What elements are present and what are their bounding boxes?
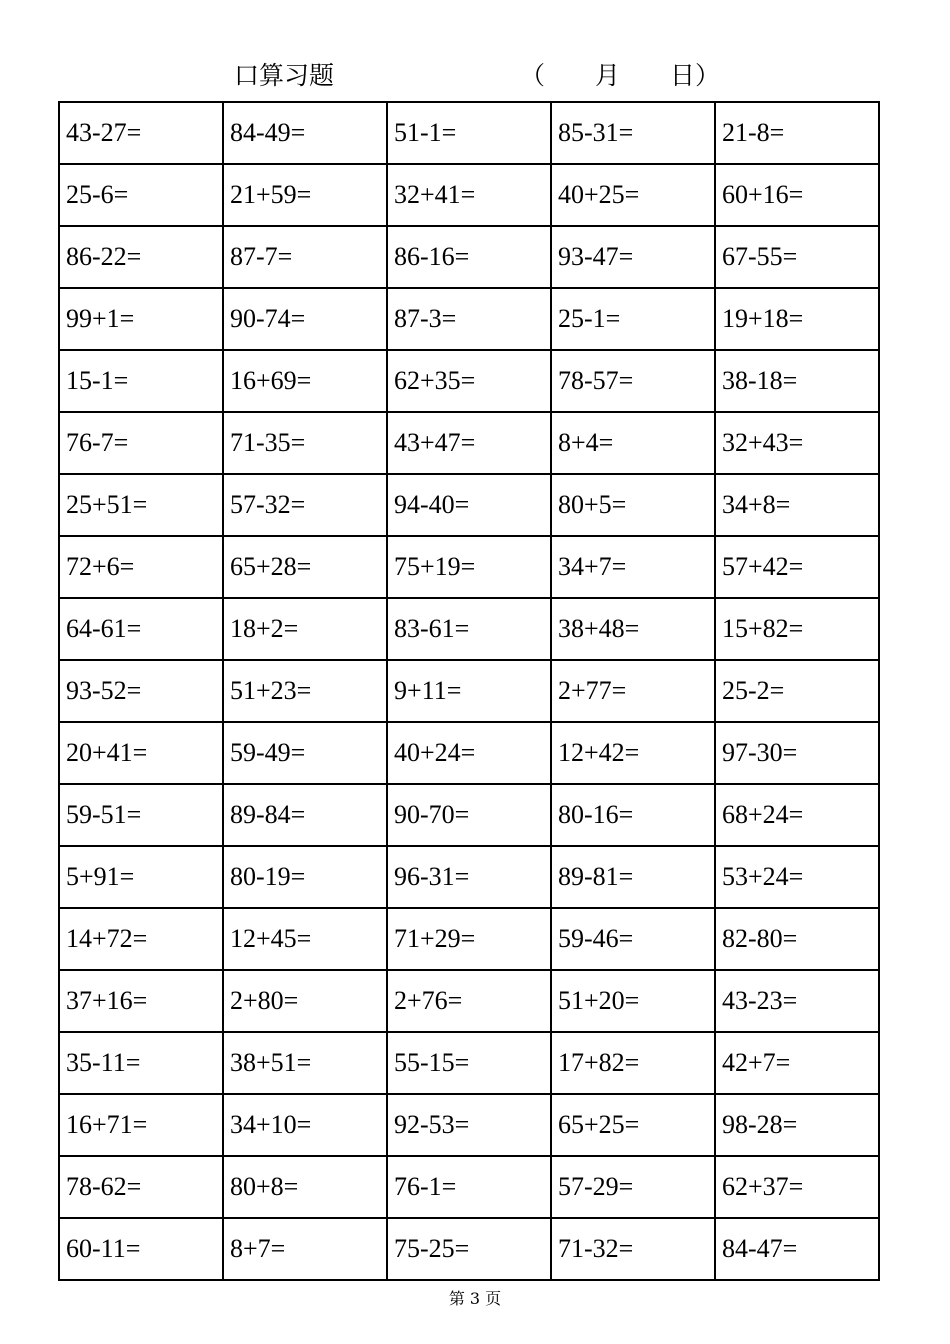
problem-cell: 93-52=: [59, 660, 223, 722]
problem-cell: 16+69=: [223, 350, 387, 412]
problem-cell: 90-74=: [223, 288, 387, 350]
problem-cell: 71+29=: [387, 908, 551, 970]
problem-cell: 32+43=: [715, 412, 879, 474]
problem-cell: 59-46=: [551, 908, 715, 970]
problem-cell: 35-11=: [59, 1032, 223, 1094]
problem-cell: 2+77=: [551, 660, 715, 722]
problem-row: [59, 350, 879, 412]
problem-cell: 25-6=: [59, 164, 223, 226]
problem-cell: 68+24=: [715, 784, 879, 846]
problem-cell: 80+8=: [223, 1156, 387, 1218]
problem-cell: 60+16=: [715, 164, 879, 226]
page-title: 口算习题: [234, 61, 335, 90]
problem-cell: 17+82=: [551, 1032, 715, 1094]
problem-cell: 78-57=: [551, 350, 715, 412]
problem-cell: 98-28=: [715, 1094, 879, 1156]
problem-cell: 60-11=: [59, 1218, 223, 1280]
problem-cell: 86-16=: [387, 226, 551, 288]
problem-cell: 86-22=: [59, 226, 223, 288]
problem-cell: 65+28=: [223, 536, 387, 598]
problem-cell: 42+7=: [715, 1032, 879, 1094]
problem-cell: 71-35=: [223, 412, 387, 474]
problem-grid-body: [59, 102, 879, 1280]
problem-cell: 19+18=: [715, 288, 879, 350]
problem-cell: 76-1=: [387, 1156, 551, 1218]
problem-cell: 93-47=: [551, 226, 715, 288]
problem-row: [59, 164, 879, 226]
problem-cell: 80-16=: [551, 784, 715, 846]
problem-cell: 59-51=: [59, 784, 223, 846]
problem-cell: 55-15=: [387, 1032, 551, 1094]
problem-cell: 89-81=: [551, 846, 715, 908]
problem-cell: 2+80=: [223, 970, 387, 1032]
problem-cell: 43-23=: [715, 970, 879, 1032]
problem-cell: 67-55=: [715, 226, 879, 288]
problem-cell: 85-31=: [551, 102, 715, 164]
problem-row: [59, 288, 879, 350]
problem-cell: 25-1=: [551, 288, 715, 350]
problem-cell: 34+10=: [223, 1094, 387, 1156]
problem-row: [59, 1032, 879, 1094]
problem-row: [59, 536, 879, 598]
problem-row: [59, 1156, 879, 1218]
problem-cell: 75-25=: [387, 1218, 551, 1280]
problem-row: [59, 722, 879, 784]
problem-row: [59, 784, 879, 846]
problem-row: [59, 598, 879, 660]
problem-cell: 21+59=: [223, 164, 387, 226]
problem-cell: 25-2=: [715, 660, 879, 722]
problem-cell: 34+7=: [551, 536, 715, 598]
problem-cell: 76-7=: [59, 412, 223, 474]
problem-cell: 12+42=: [551, 722, 715, 784]
problem-cell: 82-80=: [715, 908, 879, 970]
problem-cell: 57+42=: [715, 536, 879, 598]
problem-cell: 57-29=: [551, 1156, 715, 1218]
problem-row: [59, 102, 879, 164]
problem-cell: 97-30=: [715, 722, 879, 784]
problem-cell: 51-1=: [387, 102, 551, 164]
date-label: （ 月 日）: [520, 61, 721, 90]
problem-cell: 62+35=: [387, 350, 551, 412]
problem-cell: 38+48=: [551, 598, 715, 660]
problem-cell: 14+72=: [59, 908, 223, 970]
problem-row: [59, 908, 879, 970]
problem-cell: 8+7=: [223, 1218, 387, 1280]
problem-cell: 16+71=: [59, 1094, 223, 1156]
problem-cell: 62+37=: [715, 1156, 879, 1218]
problem-row: [59, 1094, 879, 1156]
problem-cell: 72+6=: [59, 536, 223, 598]
problem-cell: 38+51=: [223, 1032, 387, 1094]
problem-cell: 75+19=: [387, 536, 551, 598]
problem-cell: 18+2=: [223, 598, 387, 660]
problem-row: [59, 970, 879, 1032]
problem-cell: 87-7=: [223, 226, 387, 288]
problem-cell: 20+41=: [59, 722, 223, 784]
problem-cell: 51+20=: [551, 970, 715, 1032]
problem-cell: 99+1=: [59, 288, 223, 350]
problem-cell: 59-49=: [223, 722, 387, 784]
problem-row: [59, 660, 879, 722]
problem-cell: 87-3=: [387, 288, 551, 350]
problem-cell: 40+24=: [387, 722, 551, 784]
problem-row: [59, 846, 879, 908]
problem-cell: 5+91=: [59, 846, 223, 908]
problem-cell: 80-19=: [223, 846, 387, 908]
problem-cell: 71-32=: [551, 1218, 715, 1280]
problem-cell: 25+51=: [59, 474, 223, 536]
problem-row: [59, 1218, 879, 1280]
problem-cell: 8+4=: [551, 412, 715, 474]
problem-cell: 15+82=: [715, 598, 879, 660]
problem-cell: 9+11=: [387, 660, 551, 722]
problem-cell: 12+45=: [223, 908, 387, 970]
problem-cell: 84-49=: [223, 102, 387, 164]
problem-cell: 94-40=: [387, 474, 551, 536]
problem-cell: 43+47=: [387, 412, 551, 474]
problem-cell: 32+41=: [387, 164, 551, 226]
problem-cell: 80+5=: [551, 474, 715, 536]
problem-cell: 15-1=: [59, 350, 223, 412]
problem-cell: 84-47=: [715, 1218, 879, 1280]
page-number: 第 3 页: [448, 1289, 502, 1308]
problem-cell: 43-27=: [59, 102, 223, 164]
problem-cell: 89-84=: [223, 784, 387, 846]
problem-row: [59, 412, 879, 474]
problem-cell: 65+25=: [551, 1094, 715, 1156]
problem-cell: 83-61=: [387, 598, 551, 660]
problem-cell: 53+24=: [715, 846, 879, 908]
problem-cell: 51+23=: [223, 660, 387, 722]
problem-cell: 34+8=: [715, 474, 879, 536]
problem-cell: 38-18=: [715, 350, 879, 412]
problem-cell: 21-8=: [715, 102, 879, 164]
problem-cell: 37+16=: [59, 970, 223, 1032]
problem-cell: 96-31=: [387, 846, 551, 908]
problem-cell: 57-32=: [223, 474, 387, 536]
problem-cell: 92-53=: [387, 1094, 551, 1156]
problem-cell: 90-70=: [387, 784, 551, 846]
problem-row: [59, 226, 879, 288]
problem-row: [59, 474, 879, 536]
problem-cell: 2+76=: [387, 970, 551, 1032]
problem-cell: 78-62=: [59, 1156, 223, 1218]
problem-grid: [58, 101, 880, 1281]
problem-cell: 40+25=: [551, 164, 715, 226]
problem-cell: 64-61=: [59, 598, 223, 660]
